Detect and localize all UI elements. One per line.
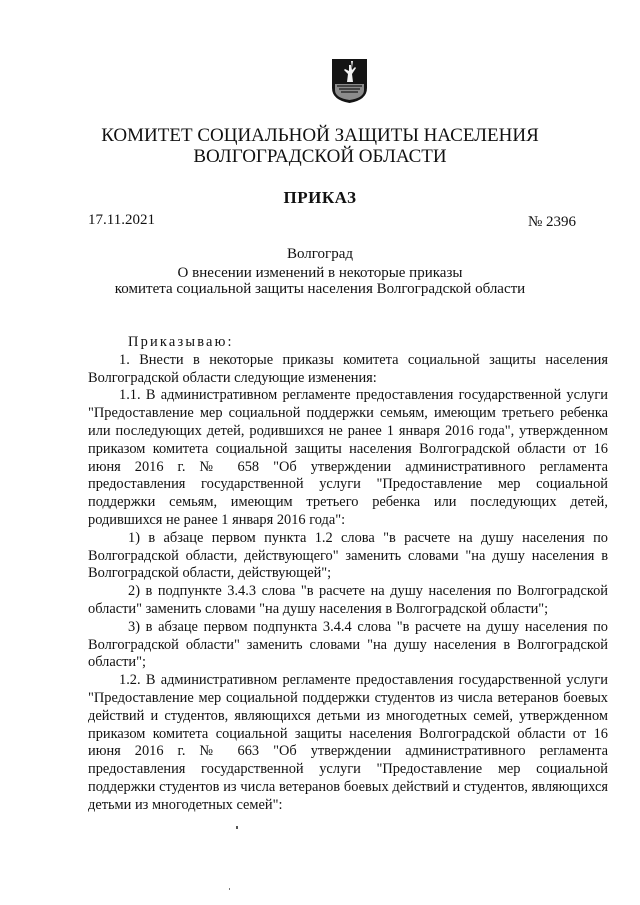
paragraph-1-1-item-3: 3) в абзаце первом подпункта 3.4.4 слова "в расчете на душу населения по Волгоградской области" заменить словами "на душу населения в Волгоградской области"; xyxy=(88,618,608,671)
organization-name-line-1: КОМИТЕТ СОЦИАЛЬНОЙ ЗАЩИТЫ НАСЕЛЕНИЯ xyxy=(101,125,539,146)
document-title: ПРИКАЗ xyxy=(283,188,357,207)
document-body xyxy=(88,334,608,815)
subject-line-1: О внесении изменений в некоторые приказы xyxy=(177,265,463,281)
document-number: № 2396 xyxy=(528,214,577,230)
organization-name-line-2: ВОЛГОГРАДСКОЙ ОБЛАСТИ xyxy=(193,146,447,167)
paragraph-1: 1. Внести в некоторые приказы комитета социальной защиты населения Волгоградской области следующие изменения: xyxy=(88,351,608,386)
subject-line-2: комитета социальной защиты населения Волгоградской области xyxy=(114,281,526,297)
scan-speck xyxy=(229,888,230,890)
scan-speck xyxy=(236,826,238,829)
paragraph-1-1: 1.1. В административном регламенте предоставления государственной услуги "Предоставление мер социальной поддержки семьям, имеющим третьего ребенка или последующих детей, родившихся не ранее 1 января 2016 года", утвержденном приказом комитета социальной защиты населения Волгоградской области от 16 июня 2016 г. № 658 "Об утверждении административного регламента предоставления государственной услуги "Предоставление мер социальной поддержки семьям, имеющим третьего ребенка или последующих детей, родившихся не ранее 1 января 2016 года": xyxy=(88,387,608,528)
document-date: 17.11.2021 xyxy=(88,212,155,228)
document-city: Волгоград xyxy=(286,246,353,262)
order-lead: Приказываю: xyxy=(128,334,234,350)
paragraph-1-2: 1.2. В административном регламенте предоставления государственной услуги "Предоставление мер социальной поддержки студентов из числа ветеранов боевых действий и студентов, являющихся детьми из многодетных семей, утвержденном приказом комитета социальной защиты населения Волгоградской области от 16 июня 2016 г. № 663 "Об утверждении административного регламента предоставления государственной услуги "Предоставление мер социальной поддержки студентов из числа ветеранов боевых действий и студентов, являющихся детьми из многодетных семей": xyxy=(88,672,608,813)
document-subject xyxy=(0,265,640,297)
paragraph-1-1-item-2: 2) в подпункте 3.4.3 слова "в расчете на душу населения по Волгоградской области" заменить словами "на душу населения в Волгоградской области"; xyxy=(88,583,608,617)
paragraph-1-1-item-1: 1) в абзаце первом пункта 1.2 слова "в расчете на душу населения по Волгоградской области, действующего" заменить словами "на душу населения в Волгоградской области, действующей"; xyxy=(88,529,608,582)
coat-of-arms-icon xyxy=(331,58,368,104)
